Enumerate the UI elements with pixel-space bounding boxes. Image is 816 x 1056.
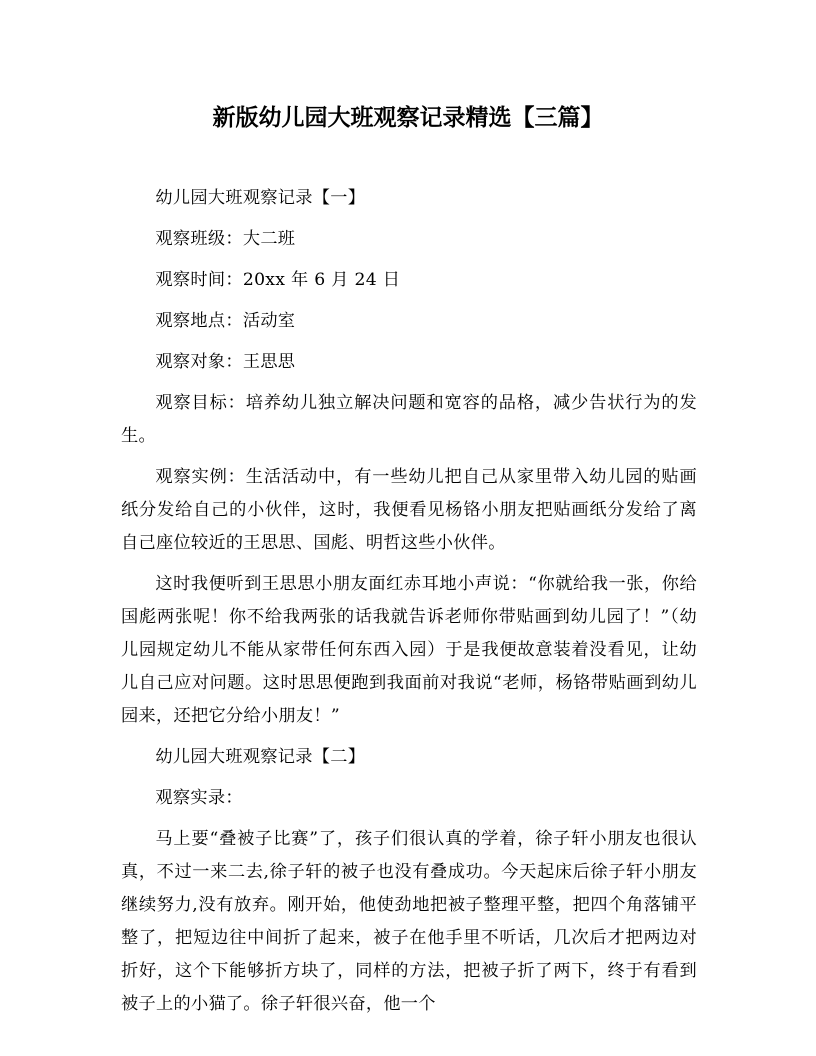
observation-location: 观察地点：活动室 [155, 311, 296, 331]
observation-goal: 观察目标：培养幼儿独立解决问题和宽容的品格，减少告状行为的发生。 [121, 393, 697, 446]
observation-record-label: 观察实录： [155, 788, 243, 808]
document-title: 新版幼儿园大班观察记录精选【三篇】 [212, 105, 604, 131]
observation-example: 观察实例：生活活动中，有一些幼儿把自己从家里带入幼儿园的贴画纸分发给自己的小伙伴，这时，我便看见杨铬小朋友把贴画纸分发给了离自己座位较近的王思思、国彪、明哲这些小伙伴。 [121, 467, 697, 553]
observation-class: 观察班级：大二班 [155, 229, 296, 249]
section-heading-1: 幼儿园大班观察记录【一】 [155, 188, 366, 208]
observation-record-text: 马上要“叠被子比赛”了，孩子们很认真的学着，徐子轩小朋友也很认真，不过一来二去,徐子轩的被子也没有叠成功。今天起床后徐子轩小朋友继续努力,没有放弃。刚开始，他使劲地把被子整理平整，把四个角落铺平整了，把短边往中间折了起来，被子在他手里不听话，几次后才把两边对折好，这个下能够折方块了，同样的方法，把被子折了两下，终于有看到被子上的小猫了。徐子轩很兴奋，他一个 [121, 829, 697, 1014]
observation-time: 观察时间：20xx 年 6 月 24 日 [155, 270, 401, 290]
document-body [121, 182, 697, 1029]
section-heading-2: 幼儿园大班观察记录【二】 [155, 747, 366, 767]
observation-subject: 观察对象：王思思 [155, 352, 296, 372]
observation-narrative: 这时我便听到王思思小朋友面红赤耳地小声说：“你就给我一张，你给国彪两张呢！你不给我两张的话我就告诉老师你带贴画到幼儿园了！”（幼儿园规定幼儿不能从家带任何东西入园）于是我便故意装着没看见，让幼儿自己应对问题。这时思思便跑到我面前对我说“老师，杨铬带贴画到幼儿园来，还把它分给小朋友！” [121, 574, 697, 726]
